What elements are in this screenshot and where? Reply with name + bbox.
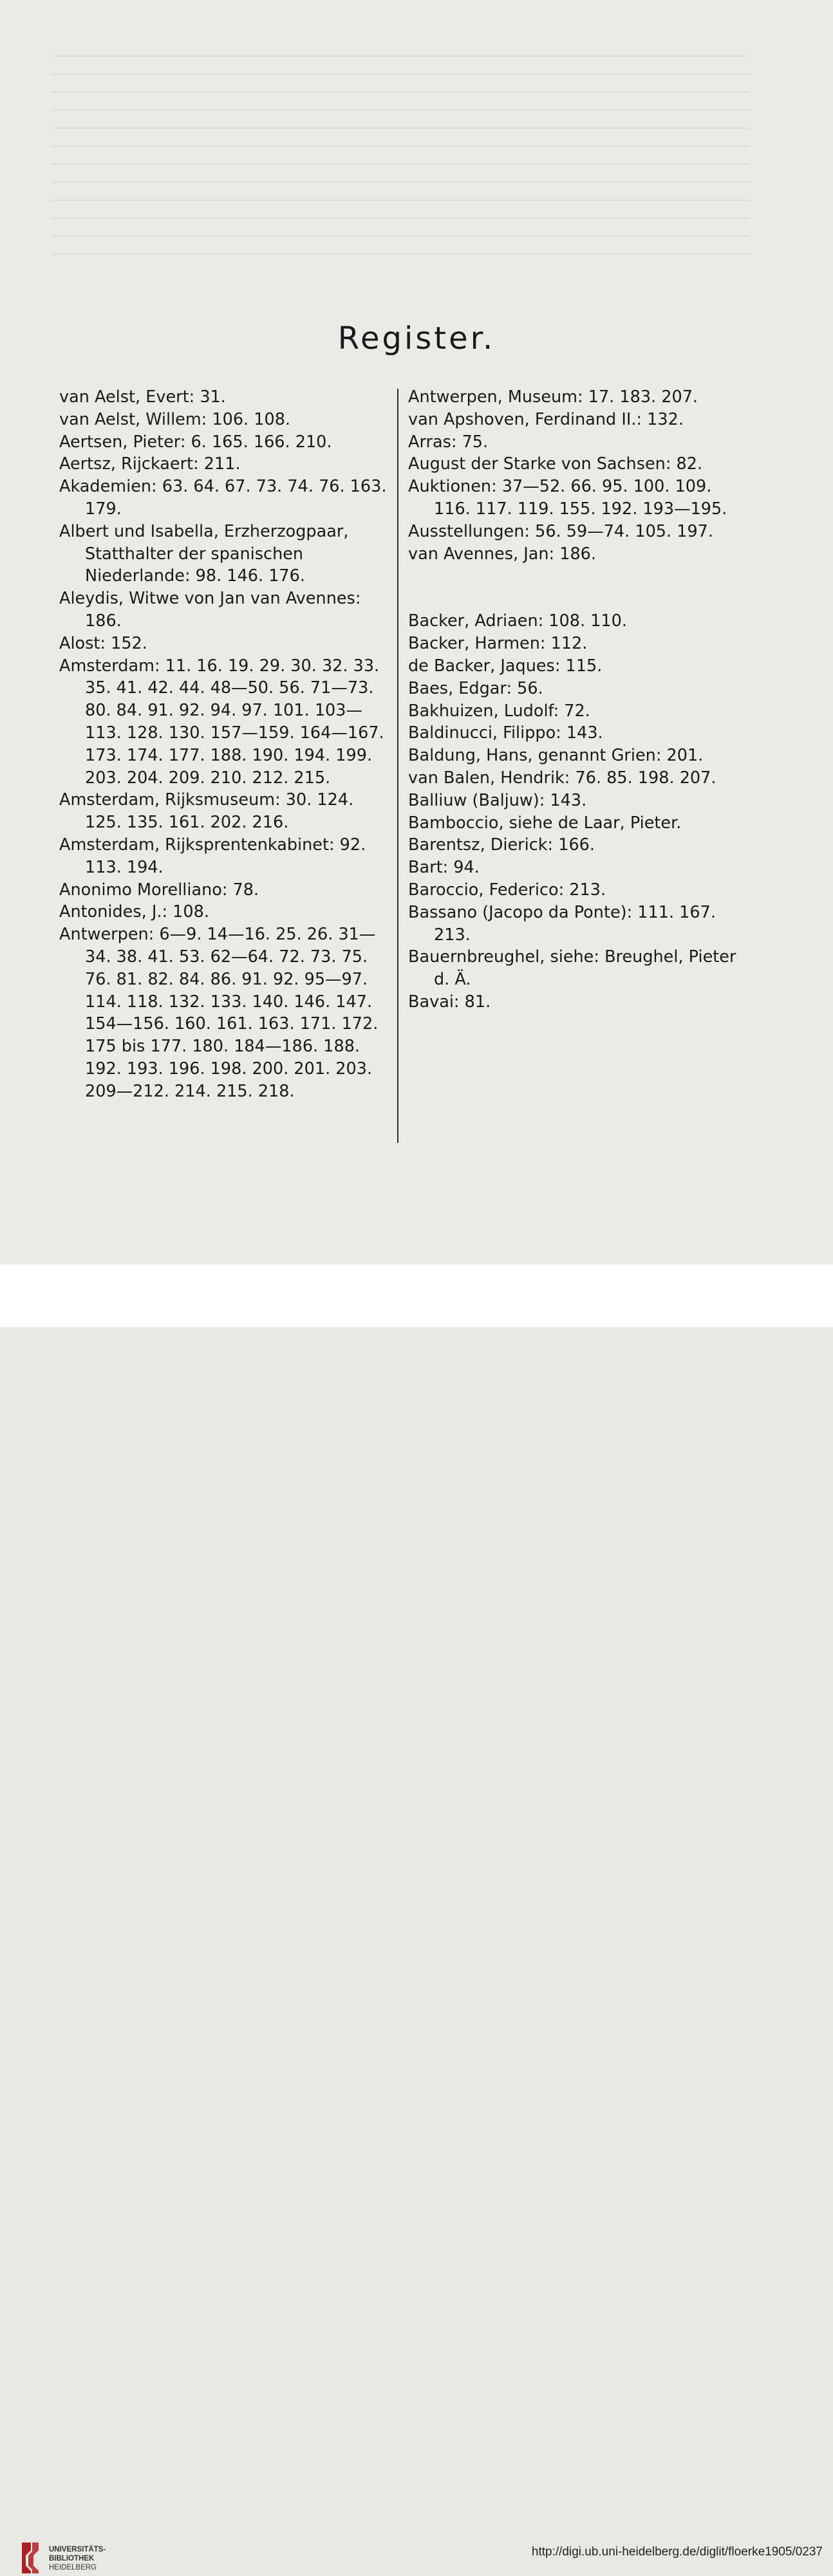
register-entry: Baldinucci, Filippo: 143. (408, 723, 603, 743)
register-entry: van Aelst, Evert: 31. (59, 387, 226, 407)
register-entry: Bavai: 81. (408, 992, 491, 1012)
section-gap (408, 565, 743, 610)
register-entry: Balliuw (Baljuw): 143. (408, 790, 587, 810)
library-name-line: BIBLIOTHEK (49, 2555, 95, 2562)
register-entry: Barentsz, Dierick: 166. (408, 835, 595, 855)
register-entry: Antonides, J.: 108. (59, 902, 209, 922)
register-column-right (408, 386, 743, 1014)
register-entry: Bauernbreughel, siehe: Breughel, Pieter d. Ä. (408, 947, 736, 990)
register-entry: Albert und Isabella, Erzherzogpaar, Statthalter der spanischen Niederlande: 98. 146. 176. (59, 521, 349, 586)
university-library-logo-icon (18, 2540, 42, 2576)
register-entry: van Apshoven, Ferdinand II.: 132. (408, 409, 684, 429)
library-name (49, 2545, 106, 2572)
page-title: Register. (337, 320, 496, 357)
register-entry: van Avennes, Jan: 186. (408, 544, 597, 564)
register-entry: Backer, Adriaen: 108. 110. (408, 611, 627, 631)
register-entry: Antwerpen: 6—9. 14—16. 25. 26. 31—34. 38. 41. 53. 62—64. 72. 73. 75. 76. 81. 82. 84. 86. 91. 92. 95—97. 114. 118. 132. 133. 140. 146. 147. 154—156. 160. 161. 163. 171. 172. 175 bis 177. 180. 184—186. 188. 192. 193. 196. 198. 200. 201. 203. 209—212. 214. 215. 218. (59, 925, 379, 1101)
book-page (0, 0, 833, 1265)
register-entry: Ausstellungen: 56. 59—74. 105. 197. (408, 521, 714, 541)
library-footer (0, 1265, 833, 2571)
register-entry: Baroccio, Federico: 213. (408, 880, 606, 900)
register-entry: Antwerpen, Museum: 17. 183. 207. (408, 387, 698, 407)
library-name-line: HEIDELBERG (49, 2564, 97, 2571)
register-entry: Aertsz, Rijckaert: 211. (59, 454, 241, 474)
bleed-through (51, 39, 785, 335)
register-entry: Anonimo Morelliano: 78. (59, 880, 259, 900)
register-entry: Arras: 75. (408, 432, 489, 452)
register-entry: Backer, Harmen: 112. (408, 634, 588, 654)
register-entry: Alost: 152. (59, 633, 147, 653)
column-divider (397, 389, 398, 1143)
register-entry: Auktionen: 37—52. 66. 95. 100. 109. 116. 117. 119. 155. 192. 193—195. (408, 477, 727, 519)
register-entry: Aertsen, Pieter: 6. 165. 166. 210. (59, 432, 332, 452)
register-entry: van Aelst, Willem: 106. 108. (59, 409, 291, 429)
register-column-left (59, 386, 389, 1103)
register-entry: van Balen, Hendrik: 76. 85. 198. 207. (408, 768, 716, 788)
register-entry: Amsterdam, Rijksmuseum: 30. 124. 125. 135. 161. 202. 216. (59, 790, 354, 833)
register-entry: Baldung, Hans, genannt Grien: 201. (408, 746, 704, 766)
register-entry: Amsterdam, Rijksprentenkabinet: 92. 113. 194. (59, 835, 366, 877)
register-entry: Amsterdam: 11. 16. 19. 29. 30. 32. 33. 35. 41. 42. 44. 48—50. 56. 71—73. 80. 84. 91. 92. 94. 97. 101. 103—113. 128. 130. 157—159. 164—167. 173. 174. 177. 188. 190. 194. 199. 203. 204. 209. 210. 212. 215. (59, 656, 384, 788)
library-name-line: UNIVERSITÄTS- (49, 2546, 106, 2553)
register-entry: Bamboccio, siehe de Laar, Pieter. (408, 813, 682, 833)
permalink-url[interactable]: http://digi.ub.uni-heidelberg.de/diglit/floerke1905/0237 (531, 2545, 823, 2559)
register-entry: August der Starke von Sachsen: 82. (408, 454, 703, 474)
register-entry: Bakhuizen, Ludolf: 72. (408, 701, 590, 721)
register-entry: Baes, Edgar: 56. (408, 678, 543, 698)
register-entry: Bassano (Jacopo da Ponte): 111. 167. 213. (408, 902, 716, 945)
register-entry: Aleydis, Witwe von Jan van Avennes: 186. (59, 589, 361, 631)
register-entry: de Backer, Jaques: 115. (408, 656, 603, 676)
register-entry: Akademien: 63. 64. 67. 73. 74. 76. 163. 179. (59, 477, 387, 519)
register-entry: Bart: 94. (408, 858, 480, 878)
